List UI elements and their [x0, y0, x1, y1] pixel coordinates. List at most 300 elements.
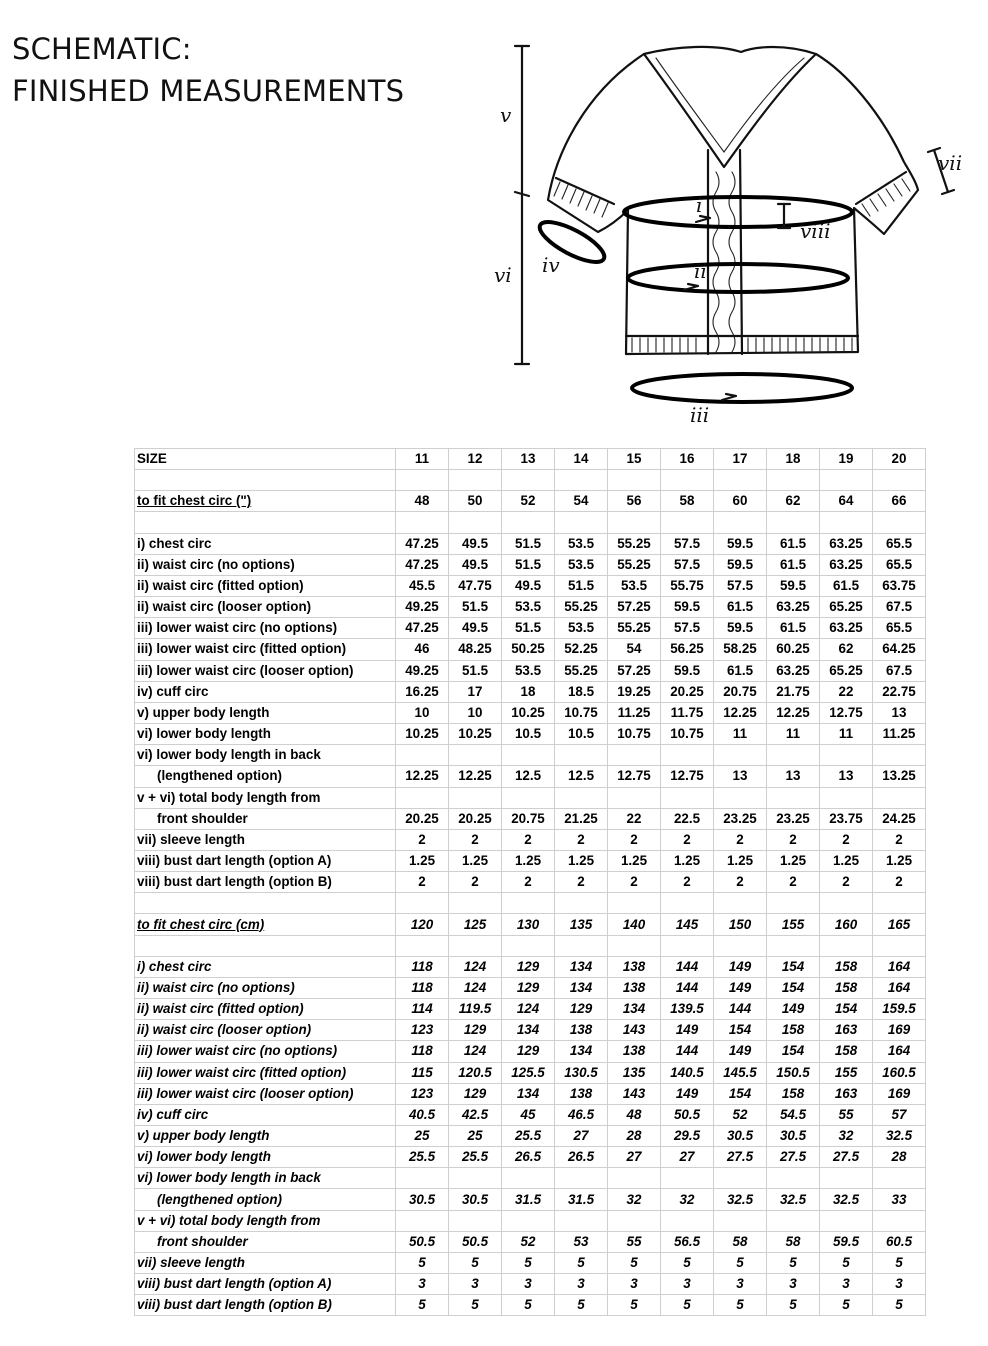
cm-row: [135, 1020, 926, 1041]
value-cell: [820, 1210, 873, 1231]
value-cell: [767, 1168, 820, 1189]
value-cell: 10.75: [661, 724, 714, 745]
row-label: vi) lower body length: [135, 1147, 396, 1168]
value-cell: 3: [767, 1274, 820, 1295]
value-cell: 23.25: [767, 808, 820, 829]
label-iii: iii: [690, 403, 710, 427]
inch-row: [135, 618, 926, 639]
value-cell: [396, 470, 449, 491]
value-cell: 2: [608, 829, 661, 850]
value-cell: 139.5: [661, 999, 714, 1020]
value-cell: 61.5: [767, 554, 820, 575]
value-cell: 33: [873, 1189, 926, 1210]
row-label: iii) lower waist circ (no options): [135, 1041, 396, 1062]
value-cell: 2: [873, 872, 926, 893]
value-cell: 138: [555, 1020, 608, 1041]
value-cell: [767, 1210, 820, 1231]
row-label: ii) waist circ (fitted option): [135, 575, 396, 596]
value-cell: 3: [714, 1274, 767, 1295]
value-cell: [767, 787, 820, 808]
value-cell: 5: [767, 1252, 820, 1273]
value-cell: 140.5: [661, 1062, 714, 1083]
value-cell: 53.5: [608, 575, 661, 596]
measurements-table: [134, 448, 926, 1316]
value-cell: 10.25: [396, 724, 449, 745]
value-cell: 25: [449, 1126, 502, 1147]
value-cell: 134: [555, 977, 608, 998]
value-cell: [449, 1168, 502, 1189]
value-cell: 2: [555, 829, 608, 850]
value-cell: 138: [608, 956, 661, 977]
value-cell: 124: [449, 977, 502, 998]
value-cell: 155: [767, 914, 820, 935]
value-cell: 50.5: [396, 1231, 449, 1252]
cm-row: [135, 1104, 926, 1125]
value-cell: 120.5: [449, 1062, 502, 1083]
value-cell: 144: [661, 1041, 714, 1062]
inch-row: [135, 787, 926, 808]
value-cell: 1.25: [396, 850, 449, 871]
inch-fit-row: [135, 491, 926, 512]
cm-row: [135, 1231, 926, 1252]
inch-row: [135, 681, 926, 702]
value-cell: 164: [873, 1041, 926, 1062]
value-cell: 158: [767, 1020, 820, 1041]
value-cell: 20.25: [661, 681, 714, 702]
value-cell: 134: [502, 1020, 555, 1041]
value-cell: 124: [449, 956, 502, 977]
value-cell: 60.25: [767, 639, 820, 660]
value-cell: 63.25: [767, 660, 820, 681]
value-cell: 12.75: [661, 766, 714, 787]
value-cell: 159.5: [873, 999, 926, 1020]
value-cell: 53.5: [502, 597, 555, 618]
value-cell: 55.75: [661, 575, 714, 596]
value-cell: 30.5: [396, 1189, 449, 1210]
value-cell: 53.5: [555, 554, 608, 575]
value-cell: 52: [502, 491, 555, 512]
garment-schematic: [486, 32, 986, 432]
value-cell: 2: [820, 872, 873, 893]
value-cell: 2: [502, 872, 555, 893]
value-cell: 2: [714, 829, 767, 850]
spacer-row: [135, 512, 926, 533]
value-cell: [873, 1168, 926, 1189]
value-cell: 5: [449, 1252, 502, 1273]
inch-row: [135, 766, 926, 787]
value-cell: [767, 893, 820, 914]
value-cell: 53.5: [555, 533, 608, 554]
value-cell: [608, 935, 661, 956]
value-cell: [714, 512, 767, 533]
value-cell: [502, 1168, 555, 1189]
title-line-2: FINISHED MEASUREMENTS: [12, 74, 405, 108]
value-cell: 49.5: [502, 575, 555, 596]
row-label: (lengthened option): [135, 766, 396, 787]
value-cell: 48: [396, 491, 449, 512]
row-label: vi) lower body length in back: [135, 745, 396, 766]
value-cell: [608, 787, 661, 808]
value-cell: 154: [714, 1020, 767, 1041]
inch-row: [135, 533, 926, 554]
row-label: front shoulder: [135, 808, 396, 829]
value-cell: 25.5: [396, 1147, 449, 1168]
value-cell: 65.5: [873, 554, 926, 575]
value-cell: [873, 512, 926, 533]
value-cell: 52: [714, 1104, 767, 1125]
value-cell: [502, 893, 555, 914]
value-cell: 154: [767, 977, 820, 998]
value-cell: [820, 1168, 873, 1189]
value-cell: 130: [502, 914, 555, 935]
value-cell: [608, 1168, 661, 1189]
value-cell: 61.5: [820, 575, 873, 596]
label-vii: vii: [938, 151, 963, 175]
value-cell: [714, 1168, 767, 1189]
value-cell: 20.25: [449, 808, 502, 829]
value-cell: 22.5: [661, 808, 714, 829]
value-cell: 138: [608, 1041, 661, 1062]
value-cell: [661, 935, 714, 956]
row-label: ii) waist circ (no options): [135, 977, 396, 998]
value-cell: 120: [396, 914, 449, 935]
value-cell: 134: [608, 999, 661, 1020]
value-cell: [873, 1210, 926, 1231]
row-label: viii) bust dart length (option A): [135, 1274, 396, 1295]
value-cell: 163: [820, 1083, 873, 1104]
measurement-rings: [535, 148, 954, 402]
value-cell: 61.5: [767, 618, 820, 639]
value-cell: [608, 470, 661, 491]
value-cell: 55: [608, 1231, 661, 1252]
row-label: vi) lower body length in back: [135, 1168, 396, 1189]
value-cell: 5: [820, 1295, 873, 1316]
value-cell: 58: [661, 491, 714, 512]
value-cell: 3: [396, 1274, 449, 1295]
value-cell: [555, 1210, 608, 1231]
value-cell: 154: [820, 999, 873, 1020]
value-cell: 12.25: [714, 702, 767, 723]
value-cell: 13: [767, 766, 820, 787]
value-cell: 48.25: [449, 639, 502, 660]
value-cell: [396, 512, 449, 533]
value-cell: 3: [555, 1274, 608, 1295]
value-cell: [714, 745, 767, 766]
value-cell: 10.25: [449, 724, 502, 745]
value-cell: 2: [661, 829, 714, 850]
value-cell: 5: [555, 1252, 608, 1273]
row-label: ii) waist circ (looser option): [135, 597, 396, 618]
value-cell: [396, 1168, 449, 1189]
row-label: iii) lower waist circ (fitted option): [135, 1062, 396, 1083]
value-cell: 135: [608, 1062, 661, 1083]
value-cell: 51.5: [502, 618, 555, 639]
value-cell: 54: [608, 639, 661, 660]
value-cell: 32.5: [767, 1189, 820, 1210]
inch-row: [135, 850, 926, 871]
value-cell: 27.5: [767, 1147, 820, 1168]
cm-fit-row: [135, 914, 926, 935]
value-cell: [449, 935, 502, 956]
value-cell: 17: [714, 449, 767, 470]
value-cell: 134: [555, 956, 608, 977]
value-cell: 164: [873, 977, 926, 998]
value-cell: 49.5: [449, 533, 502, 554]
value-cell: [661, 787, 714, 808]
row-label: [135, 512, 396, 533]
value-cell: 10: [396, 702, 449, 723]
inch-row: [135, 597, 926, 618]
row-label: SIZE: [135, 449, 396, 470]
inch-row: [135, 639, 926, 660]
value-cell: 55.25: [555, 597, 608, 618]
value-cell: 160.5: [873, 1062, 926, 1083]
value-cell: 129: [502, 977, 555, 998]
value-cell: 13: [820, 766, 873, 787]
value-cell: 23.75: [820, 808, 873, 829]
row-label: iv) cuff circ: [135, 1104, 396, 1125]
value-cell: 154: [714, 1083, 767, 1104]
value-cell: 1.25: [608, 850, 661, 871]
value-cell: [396, 935, 449, 956]
value-cell: 143: [608, 1083, 661, 1104]
value-cell: 3: [608, 1274, 661, 1295]
value-cell: [820, 745, 873, 766]
cm-row: [135, 977, 926, 998]
label-vi: vi: [494, 263, 512, 287]
value-cell: 60.5: [873, 1231, 926, 1252]
row-label: vii) sleeve length: [135, 829, 396, 850]
value-cell: 163: [820, 1020, 873, 1041]
value-cell: 5: [714, 1252, 767, 1273]
value-cell: 46: [396, 639, 449, 660]
value-cell: 158: [767, 1083, 820, 1104]
inch-row: [135, 745, 926, 766]
value-cell: 5: [767, 1295, 820, 1316]
value-cell: 2: [449, 829, 502, 850]
value-cell: 3: [661, 1274, 714, 1295]
value-cell: 2: [767, 872, 820, 893]
value-cell: 24.25: [873, 808, 926, 829]
value-cell: [449, 1210, 502, 1231]
value-cell: 32.5: [873, 1126, 926, 1147]
value-cell: [873, 893, 926, 914]
value-cell: [555, 787, 608, 808]
row-label: [135, 935, 396, 956]
value-cell: 5: [873, 1252, 926, 1273]
value-cell: 138: [555, 1083, 608, 1104]
row-label: viii) bust dart length (option B): [135, 872, 396, 893]
value-cell: 135: [555, 914, 608, 935]
inch-row: [135, 554, 926, 575]
value-cell: 30.5: [767, 1126, 820, 1147]
value-cell: [661, 893, 714, 914]
value-cell: 10.5: [555, 724, 608, 745]
value-cell: 5: [555, 1295, 608, 1316]
value-cell: 1.25: [820, 850, 873, 871]
value-cell: 59.5: [661, 597, 714, 618]
cm-row: [135, 1062, 926, 1083]
value-cell: [502, 1210, 555, 1231]
value-cell: 11.25: [608, 702, 661, 723]
value-cell: 12.25: [449, 766, 502, 787]
value-cell: 118: [396, 956, 449, 977]
value-cell: 13: [873, 702, 926, 723]
value-cell: 3: [820, 1274, 873, 1295]
value-cell: [502, 787, 555, 808]
value-cell: 1.25: [502, 850, 555, 871]
value-cell: 63.25: [820, 618, 873, 639]
value-cell: 123: [396, 1083, 449, 1104]
value-cell: 155: [820, 1062, 873, 1083]
value-cell: 145: [661, 914, 714, 935]
value-cell: 66: [873, 491, 926, 512]
inch-row: [135, 808, 926, 829]
value-cell: 55: [820, 1104, 873, 1125]
value-cell: 47.25: [396, 533, 449, 554]
row-label: vii) sleeve length: [135, 1252, 396, 1273]
value-cell: 28: [608, 1126, 661, 1147]
value-cell: [555, 935, 608, 956]
value-cell: [555, 745, 608, 766]
value-cell: 64: [820, 491, 873, 512]
title-line-1: SCHEMATIC:: [12, 32, 192, 66]
value-cell: 52: [502, 1231, 555, 1252]
value-cell: 23.25: [714, 808, 767, 829]
value-cell: 22: [608, 808, 661, 829]
value-cell: 32: [820, 1126, 873, 1147]
value-cell: 32: [661, 1189, 714, 1210]
value-cell: 47.25: [396, 554, 449, 575]
value-cell: 59.5: [714, 533, 767, 554]
value-cell: 61.5: [714, 660, 767, 681]
value-cell: 53.5: [502, 660, 555, 681]
value-cell: 129: [449, 1083, 502, 1104]
row-label: vi) lower body length: [135, 724, 396, 745]
value-cell: 158: [820, 956, 873, 977]
value-cell: [449, 470, 502, 491]
row-label: [135, 470, 396, 491]
value-cell: 26.5: [502, 1147, 555, 1168]
value-cell: 2: [873, 829, 926, 850]
value-cell: 59.5: [714, 618, 767, 639]
value-cell: 65.5: [873, 618, 926, 639]
value-cell: 61.5: [714, 597, 767, 618]
value-cell: 27.5: [820, 1147, 873, 1168]
value-cell: [767, 745, 820, 766]
value-cell: 1.25: [449, 850, 502, 871]
value-cell: 49.25: [396, 597, 449, 618]
value-cell: 27.5: [714, 1147, 767, 1168]
value-cell: [873, 745, 926, 766]
value-cell: 11.25: [873, 724, 926, 745]
value-cell: 149: [714, 956, 767, 977]
value-cell: 124: [502, 999, 555, 1020]
value-cell: 118: [396, 977, 449, 998]
value-cell: 57.5: [714, 575, 767, 596]
value-cell: 59.5: [767, 575, 820, 596]
row-label: to fit chest circ ("): [135, 491, 396, 512]
value-cell: 12: [449, 449, 502, 470]
inch-row: [135, 724, 926, 745]
value-cell: 67.5: [873, 660, 926, 681]
cm-row: [135, 1168, 926, 1189]
value-cell: 59.5: [661, 660, 714, 681]
value-cell: 2: [449, 872, 502, 893]
value-cell: [714, 470, 767, 491]
label-iv: iv: [542, 253, 560, 277]
value-cell: 10.25: [502, 702, 555, 723]
value-cell: 45: [502, 1104, 555, 1125]
row-label: ii) waist circ (looser option): [135, 1020, 396, 1041]
value-cell: 51.5: [555, 575, 608, 596]
row-label: iii) lower waist circ (no options): [135, 618, 396, 639]
value-cell: 67.5: [873, 597, 926, 618]
value-cell: 144: [714, 999, 767, 1020]
row-label: iv) cuff circ: [135, 681, 396, 702]
label-viii: viii: [800, 219, 831, 243]
value-cell: 2: [767, 829, 820, 850]
value-cell: 16: [661, 449, 714, 470]
value-cell: 32.5: [714, 1189, 767, 1210]
value-cell: 51.5: [449, 597, 502, 618]
value-cell: 25.5: [449, 1147, 502, 1168]
value-cell: 20.75: [502, 808, 555, 829]
value-cell: 5: [502, 1295, 555, 1316]
value-cell: 18.5: [555, 681, 608, 702]
value-cell: 154: [767, 956, 820, 977]
value-cell: 5: [608, 1252, 661, 1273]
value-cell: 51.5: [502, 533, 555, 554]
value-cell: 56.25: [661, 639, 714, 660]
value-cell: 19.25: [608, 681, 661, 702]
value-cell: 125: [449, 914, 502, 935]
value-cell: 2: [608, 872, 661, 893]
value-cell: 130.5: [555, 1062, 608, 1083]
length-markers: [515, 46, 529, 364]
value-cell: 62: [820, 639, 873, 660]
value-cell: [502, 935, 555, 956]
row-label: ii) waist circ (fitted option): [135, 999, 396, 1020]
label-ii: ii: [694, 259, 707, 283]
inch-row: [135, 660, 926, 681]
value-cell: 49.5: [449, 618, 502, 639]
value-cell: [661, 470, 714, 491]
value-cell: 3: [502, 1274, 555, 1295]
value-cell: 2: [396, 872, 449, 893]
cm-row: [135, 956, 926, 977]
row-label: iii) lower waist circ (looser option): [135, 660, 396, 681]
value-cell: 5: [608, 1295, 661, 1316]
row-label: v) upper body length: [135, 1126, 396, 1147]
row-label: iii) lower waist circ (looser option): [135, 1083, 396, 1104]
value-cell: 29.5: [661, 1126, 714, 1147]
value-cell: 20: [873, 449, 926, 470]
value-cell: 27: [608, 1147, 661, 1168]
spacer-row: [135, 935, 926, 956]
row-label: v) upper body length: [135, 702, 396, 723]
value-cell: 63.75: [873, 575, 926, 596]
value-cell: 30.5: [449, 1189, 502, 1210]
value-cell: 1.25: [714, 850, 767, 871]
value-cell: [714, 1210, 767, 1231]
value-cell: 18: [767, 449, 820, 470]
value-cell: 53.5: [555, 618, 608, 639]
spacer-row: [135, 893, 926, 914]
row-label: front shoulder: [135, 1231, 396, 1252]
value-cell: 12.5: [502, 766, 555, 787]
value-cell: [820, 512, 873, 533]
